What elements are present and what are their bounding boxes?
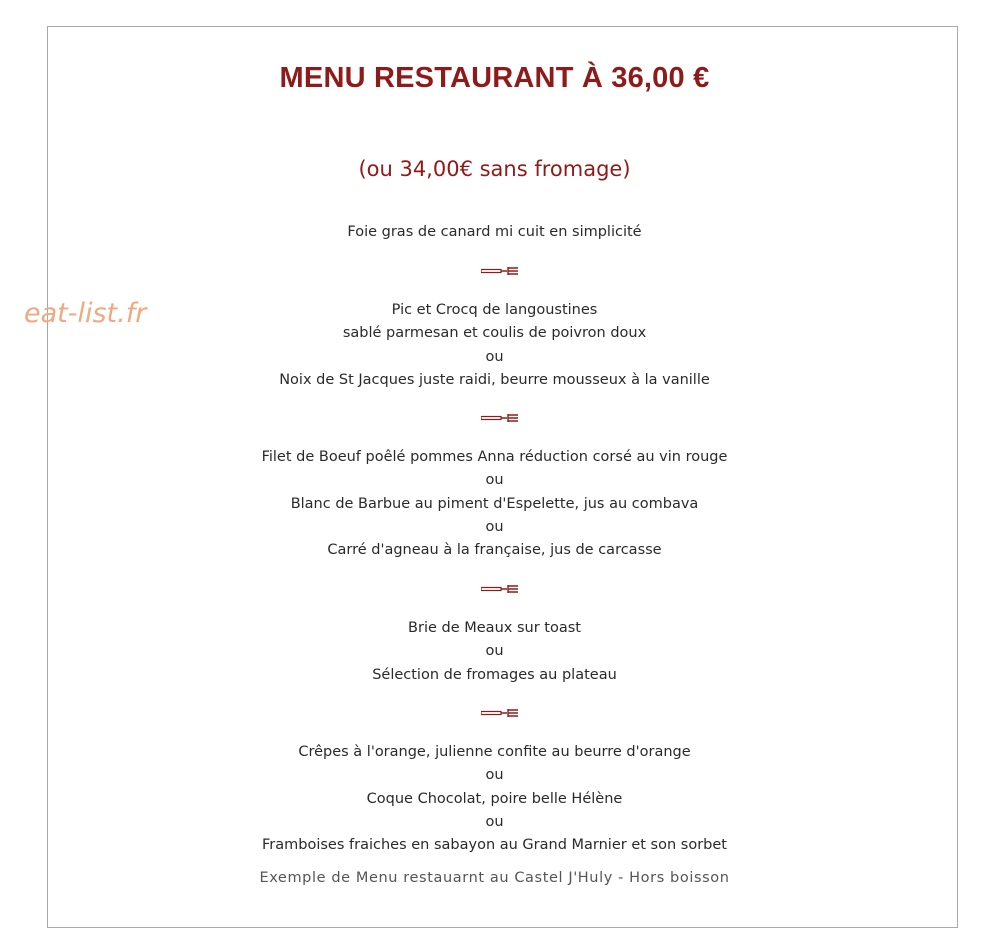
dish-or-line: ou [485,813,504,830]
dish-or-line: ou [485,518,504,535]
dish-or-line: ou [485,348,504,365]
dish-line: Filet de Boeuf poêlé pommes Anna réduction corsé au vin rouge [261,449,728,465]
dish-or-line: ou [485,767,504,784]
knife-fork-icon [481,707,523,719]
dish-line: Brie de Meaux sur toast [408,620,581,636]
dish-line: Noix de St Jacques juste raidi, beurre mousseux à la vanille [279,371,710,388]
course-dessert [0,741,989,857]
dish-or-line: ou [485,643,504,660]
dish-line: Coque Chocolat, poire belle Hélène [366,790,623,807]
knife-fork-icon [481,583,523,595]
dish-line: Pic et Crocq de langoustines [391,302,598,318]
course-starter [0,221,989,244]
course-entree [0,299,989,392]
dish-line: Carré d'agneau à la française, jus de carcasse [327,542,662,559]
course-cheese [0,617,989,687]
watermark: eat-list.fr [24,298,147,329]
dish-line: Sélection de fromages au plateau [372,666,617,683]
menu-subtitle: (ou 34,00€ sans fromage) [358,157,631,181]
dish-line: Blanc de Barbue au piment d'Espelette, jus au combava [290,495,699,512]
course-main [0,446,989,562]
dish-line: sablé parmesan et coulis de poivron doux [342,325,647,342]
knife-fork-icon [481,412,523,424]
dish-line: Framboises fraiches en sabayon au Grand Marnier et son sorbet [262,837,727,854]
menu-footer-caption: Exemple de Menu restauarnt au Castel J'Huly - Hors boisson [259,870,730,886]
menu-title: MENU RESTAURANT À 36,00 € [279,62,710,94]
dish-line: Foie gras de canard mi cuit en simplicité [347,224,642,240]
knife-fork-icon [481,265,523,277]
dish-or-line: ou [485,472,504,489]
dish-line: Crêpes à l'orange, julienne confite au beurre d'orange [298,744,691,760]
